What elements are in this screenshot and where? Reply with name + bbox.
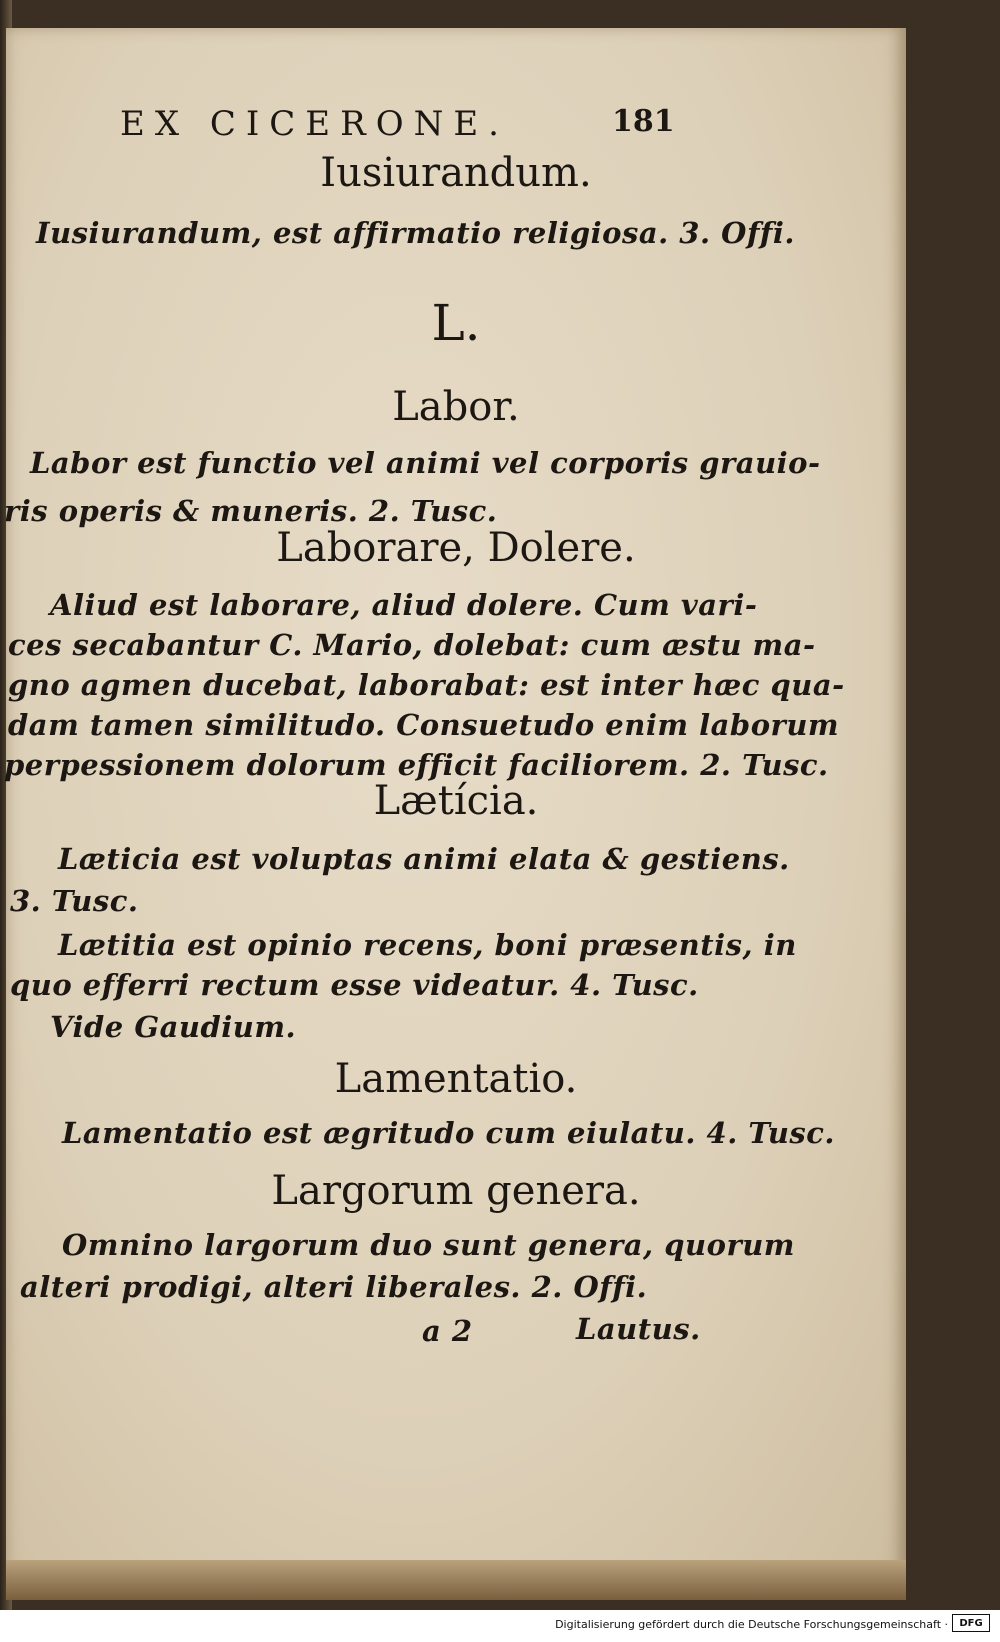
entry-heading: Lætícia. <box>373 778 539 824</box>
digitization-credit: Digitalisierung gefördert durch die Deutsche Forschungsgemeinschaft · <box>555 1618 948 1631</box>
entry-line: alteri prodigi, alteri liberales. 2. Offi. <box>20 1270 648 1304</box>
dfg-logo: DFG <box>952 1614 990 1632</box>
entry-line: 3. Tusc. <box>10 884 139 918</box>
entry-line: Lætitia est opinio recens, boni præsentis, in <box>58 928 797 962</box>
page-bottom-edge <box>6 1560 906 1600</box>
signature-mark: a 2 <box>422 1314 473 1348</box>
catchword: Lautus. <box>576 1312 701 1346</box>
entry-heading: Largorum genera. <box>271 1168 641 1214</box>
entry-heading: Iusiurandum. <box>320 150 592 196</box>
entry-line: dam tamen similitudo. Consuetudo enim laborum <box>8 708 840 742</box>
entry-line: Omnino largorum duo sunt genera, quorum <box>62 1228 795 1262</box>
page-number: 181 <box>612 104 675 139</box>
entry-heading: Labor. <box>392 384 520 430</box>
entry-line: perpessionem dolorum efficit faciliorem. 2. Tusc. <box>4 748 829 782</box>
entry-heading: Laborare, Dolere. <box>276 525 636 571</box>
entry-heading: Lamentatio. <box>334 1056 578 1102</box>
entry-line: Vide Gaudium. <box>50 1010 297 1044</box>
entry-line: ris operis & muneris. 2. Tusc. <box>4 494 498 528</box>
entry-line: Iusiurandum, est affirmatio religiosa. 3. Offi. <box>36 216 796 250</box>
entry-line: Læticia est voluptas animi elata & gestiens. <box>58 842 790 876</box>
entry-line: Aliud est laborare, aliud dolere. Cum vari- <box>50 588 758 622</box>
entry-line: Labor est functio vel animi vel corporis grauio- <box>30 446 821 480</box>
section-letter: L. <box>431 294 481 352</box>
entry-line: ces secabantur C. Mario, dolebat: cum æstu ma- <box>8 628 816 662</box>
entry-line: quo efferri rectum esse videatur. 4. Tusc. <box>10 968 699 1002</box>
entry-line: Lamentatio est ægritudo cum eiulatu. 4. Tusc. <box>62 1116 836 1150</box>
entry-line: gno agmen ducebat, laborabat: est inter hæc qua- <box>8 668 845 702</box>
running-head: EX CICERONE. <box>120 104 509 144</box>
